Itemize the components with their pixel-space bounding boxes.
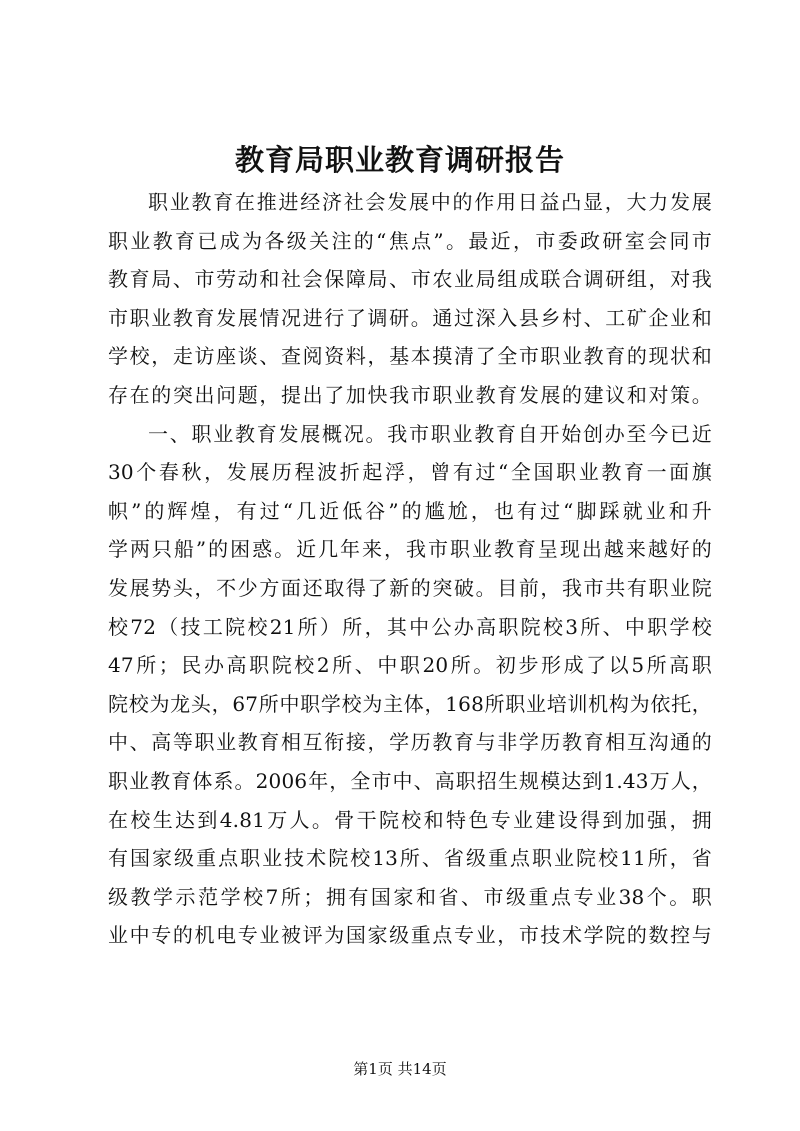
body-line: 职业教育在推进经济社会发展中的作用日益凸显，大力发展 xyxy=(148,190,712,214)
body-line: 存在的突出问题，提出了加快我市职业教育发展的建议和对策。 xyxy=(108,382,712,407)
body-line: 市职业教育发展情况进行了调研。通过深入县乡村、工矿企业和 xyxy=(108,305,712,330)
body-line: 业中专的机电专业被评为国家级重点专业，市技术学院的数控与 xyxy=(108,923,712,948)
body-line: 47所；民办高职院校2所、中职20所。初步形成了以5所高职 xyxy=(108,653,712,678)
body-line: 在校生达到4.81万人。骨干院校和特色专业建设得到加强，拥 xyxy=(108,807,712,832)
document-body xyxy=(108,183,712,955)
body-line: 职业教育已成为各级关注的“焦点”。最近，市委政研室会同市 xyxy=(108,228,712,253)
body-line: 教育局、市劳动和社会保障局、市农业局组成联合调研组，对我 xyxy=(108,267,712,292)
body-line: 发展势头，不少方面还取得了新的突破。目前，我市共有职业院 xyxy=(108,575,712,600)
body-line: 职业教育体系。2006年，全市中、高职招生规模达到1.43万人， xyxy=(108,768,712,793)
document-title: 教育局职业教育调研报告 xyxy=(234,143,565,177)
body-line: 30个春秋，发展历程波折起浮，曾有过“全国职业教育一面旗 xyxy=(108,460,712,485)
body-line: 一、职业教育发展概况。我市职业教育自开始创办至今已近 xyxy=(148,421,712,446)
body-line: 帜”的辉煌，有过“几近低谷”的尴尬，也有过“脚踩就业和升 xyxy=(108,498,712,523)
body-line: 中、高等职业教育相互衔接，学历教育与非学历教育相互沟通的 xyxy=(108,730,712,755)
body-line: 校72（技工院校21所）所，其中公办高职院校3所、中职学校 xyxy=(108,614,712,639)
body-line: 学两只船”的困惑。近几年来，我市职业教育呈现出越来越好的 xyxy=(108,537,712,562)
body-line: 院校为龙头，67所中职学校为主体，168所职业培训机构为依托， xyxy=(108,691,712,716)
body-line: 有国家级重点职业技术院校13所、省级重点职业院校11所，省 xyxy=(108,846,712,871)
body-line: 学校，走访座谈、查阅资料，基本摸清了全市职业教育的现状和 xyxy=(108,344,712,369)
body-line: 级教学示范学校7所；拥有国家和省、市级重点专业38个。职 xyxy=(108,884,712,909)
page-footer: 第1页 共14页 xyxy=(353,1060,447,1078)
